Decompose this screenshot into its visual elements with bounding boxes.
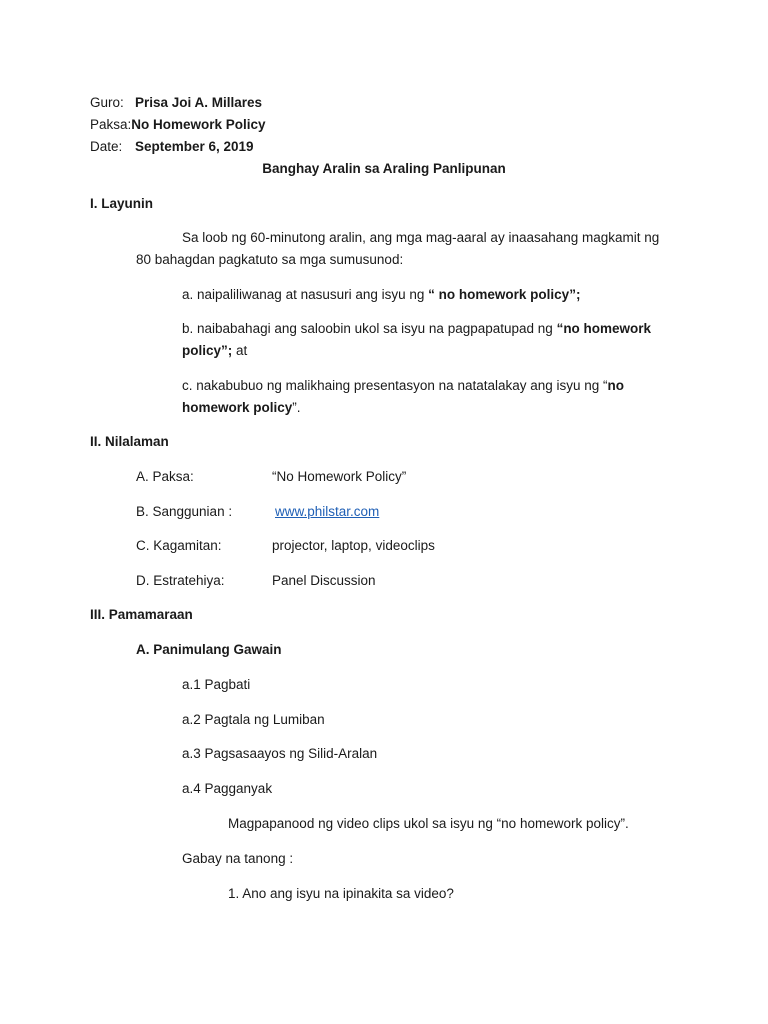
objective-a-bold: “ no homework policy”; bbox=[428, 287, 581, 302]
procedure-item-pagbati: a.1 Pagbati bbox=[182, 677, 251, 692]
procedure-heading: III. Pamamaraan bbox=[90, 607, 193, 622]
objective-b-line2 bbox=[182, 342, 247, 360]
content-heading: II. Nilalaman bbox=[90, 434, 169, 449]
objective-c-bold1: no bbox=[607, 378, 625, 393]
objective-a bbox=[182, 286, 580, 304]
objective-a-text: a. naipaliliwanag at nasusuri ang isyu ng bbox=[182, 287, 429, 302]
procedure-item-pagtala: a.2 Pagtala ng Lumiban bbox=[182, 712, 325, 727]
objectives-heading: I. Layunin bbox=[90, 196, 154, 211]
teacher-label: Guro: bbox=[90, 95, 124, 110]
objective-c-line2 bbox=[182, 399, 301, 417]
objective-b-tail: at bbox=[232, 343, 248, 358]
sanggunian-link[interactable]: www.philstar.com bbox=[275, 504, 380, 519]
content-row-estratehiya-value: Panel Discussion bbox=[272, 573, 376, 588]
content-row-estratehiya-label: D. Estratehiya: bbox=[136, 573, 225, 588]
content-row-paksa-label: A. Paksa: bbox=[136, 469, 194, 484]
objective-b-text: b. naibabahagi ang saloobin ukol sa isyu na pagpapatupad ng bbox=[182, 321, 557, 336]
procedure-item-pagsasaayos: a.3 Pagsasaayos ng Silid-Aralan bbox=[182, 746, 378, 761]
date-value: September 6, 2019 bbox=[135, 139, 254, 154]
objective-b-line1 bbox=[182, 320, 651, 338]
procedure-sub-heading: A. Panimulang Gawain bbox=[136, 642, 282, 657]
motivation-text: Magpapanood ng video clips ukol sa isyu ng “no homework policy”. bbox=[228, 816, 629, 831]
date-label: Date: bbox=[90, 139, 123, 154]
objective-c-bold2: homework policy bbox=[182, 400, 293, 415]
date-line bbox=[90, 138, 254, 156]
teacher-line bbox=[90, 94, 263, 112]
objective-b-bold2: policy”; bbox=[182, 343, 233, 358]
objective-c-text: c. nakabubuo ng malikhaing presentasyon na natatalakay ang isyu ng “ bbox=[182, 378, 608, 393]
procedure-item-pagganyak: a.4 Pagganyak bbox=[182, 781, 273, 796]
content-row-kagamitan-label: C. Kagamitan: bbox=[136, 538, 222, 553]
content-row-paksa-value: “No Homework Policy” bbox=[272, 469, 407, 484]
teacher-value: Prisa Joi A. Millares bbox=[135, 95, 263, 110]
content-row-kagamitan-value: projector, laptop, videoclips bbox=[272, 538, 435, 553]
topic-line bbox=[90, 116, 266, 134]
objective-b-bold1: “no homework bbox=[556, 321, 652, 336]
content-row-sanggunian-label: B. Sanggunian : bbox=[136, 504, 233, 519]
objectives-intro-line2: 80 bahagdan pagkatuto sa mga sumusunod: bbox=[136, 252, 404, 267]
guide-question-1: 1. Ano ang isyu na ipinakita sa video? bbox=[228, 886, 454, 901]
topic-label: Paksa: bbox=[90, 117, 132, 132]
guide-questions-label: Gabay na tanong : bbox=[182, 851, 294, 866]
page-title: Banghay Aralin sa Araling Panlipunan bbox=[262, 161, 506, 176]
objective-c-tail: ”. bbox=[292, 400, 301, 415]
objective-c-line1 bbox=[182, 377, 624, 395]
objectives-intro-line1: Sa loob ng 60-minutong aralin, ang mga mag-aaral ay inaasahang magkamit ng bbox=[182, 230, 660, 245]
topic-value: No Homework Policy bbox=[131, 117, 266, 132]
